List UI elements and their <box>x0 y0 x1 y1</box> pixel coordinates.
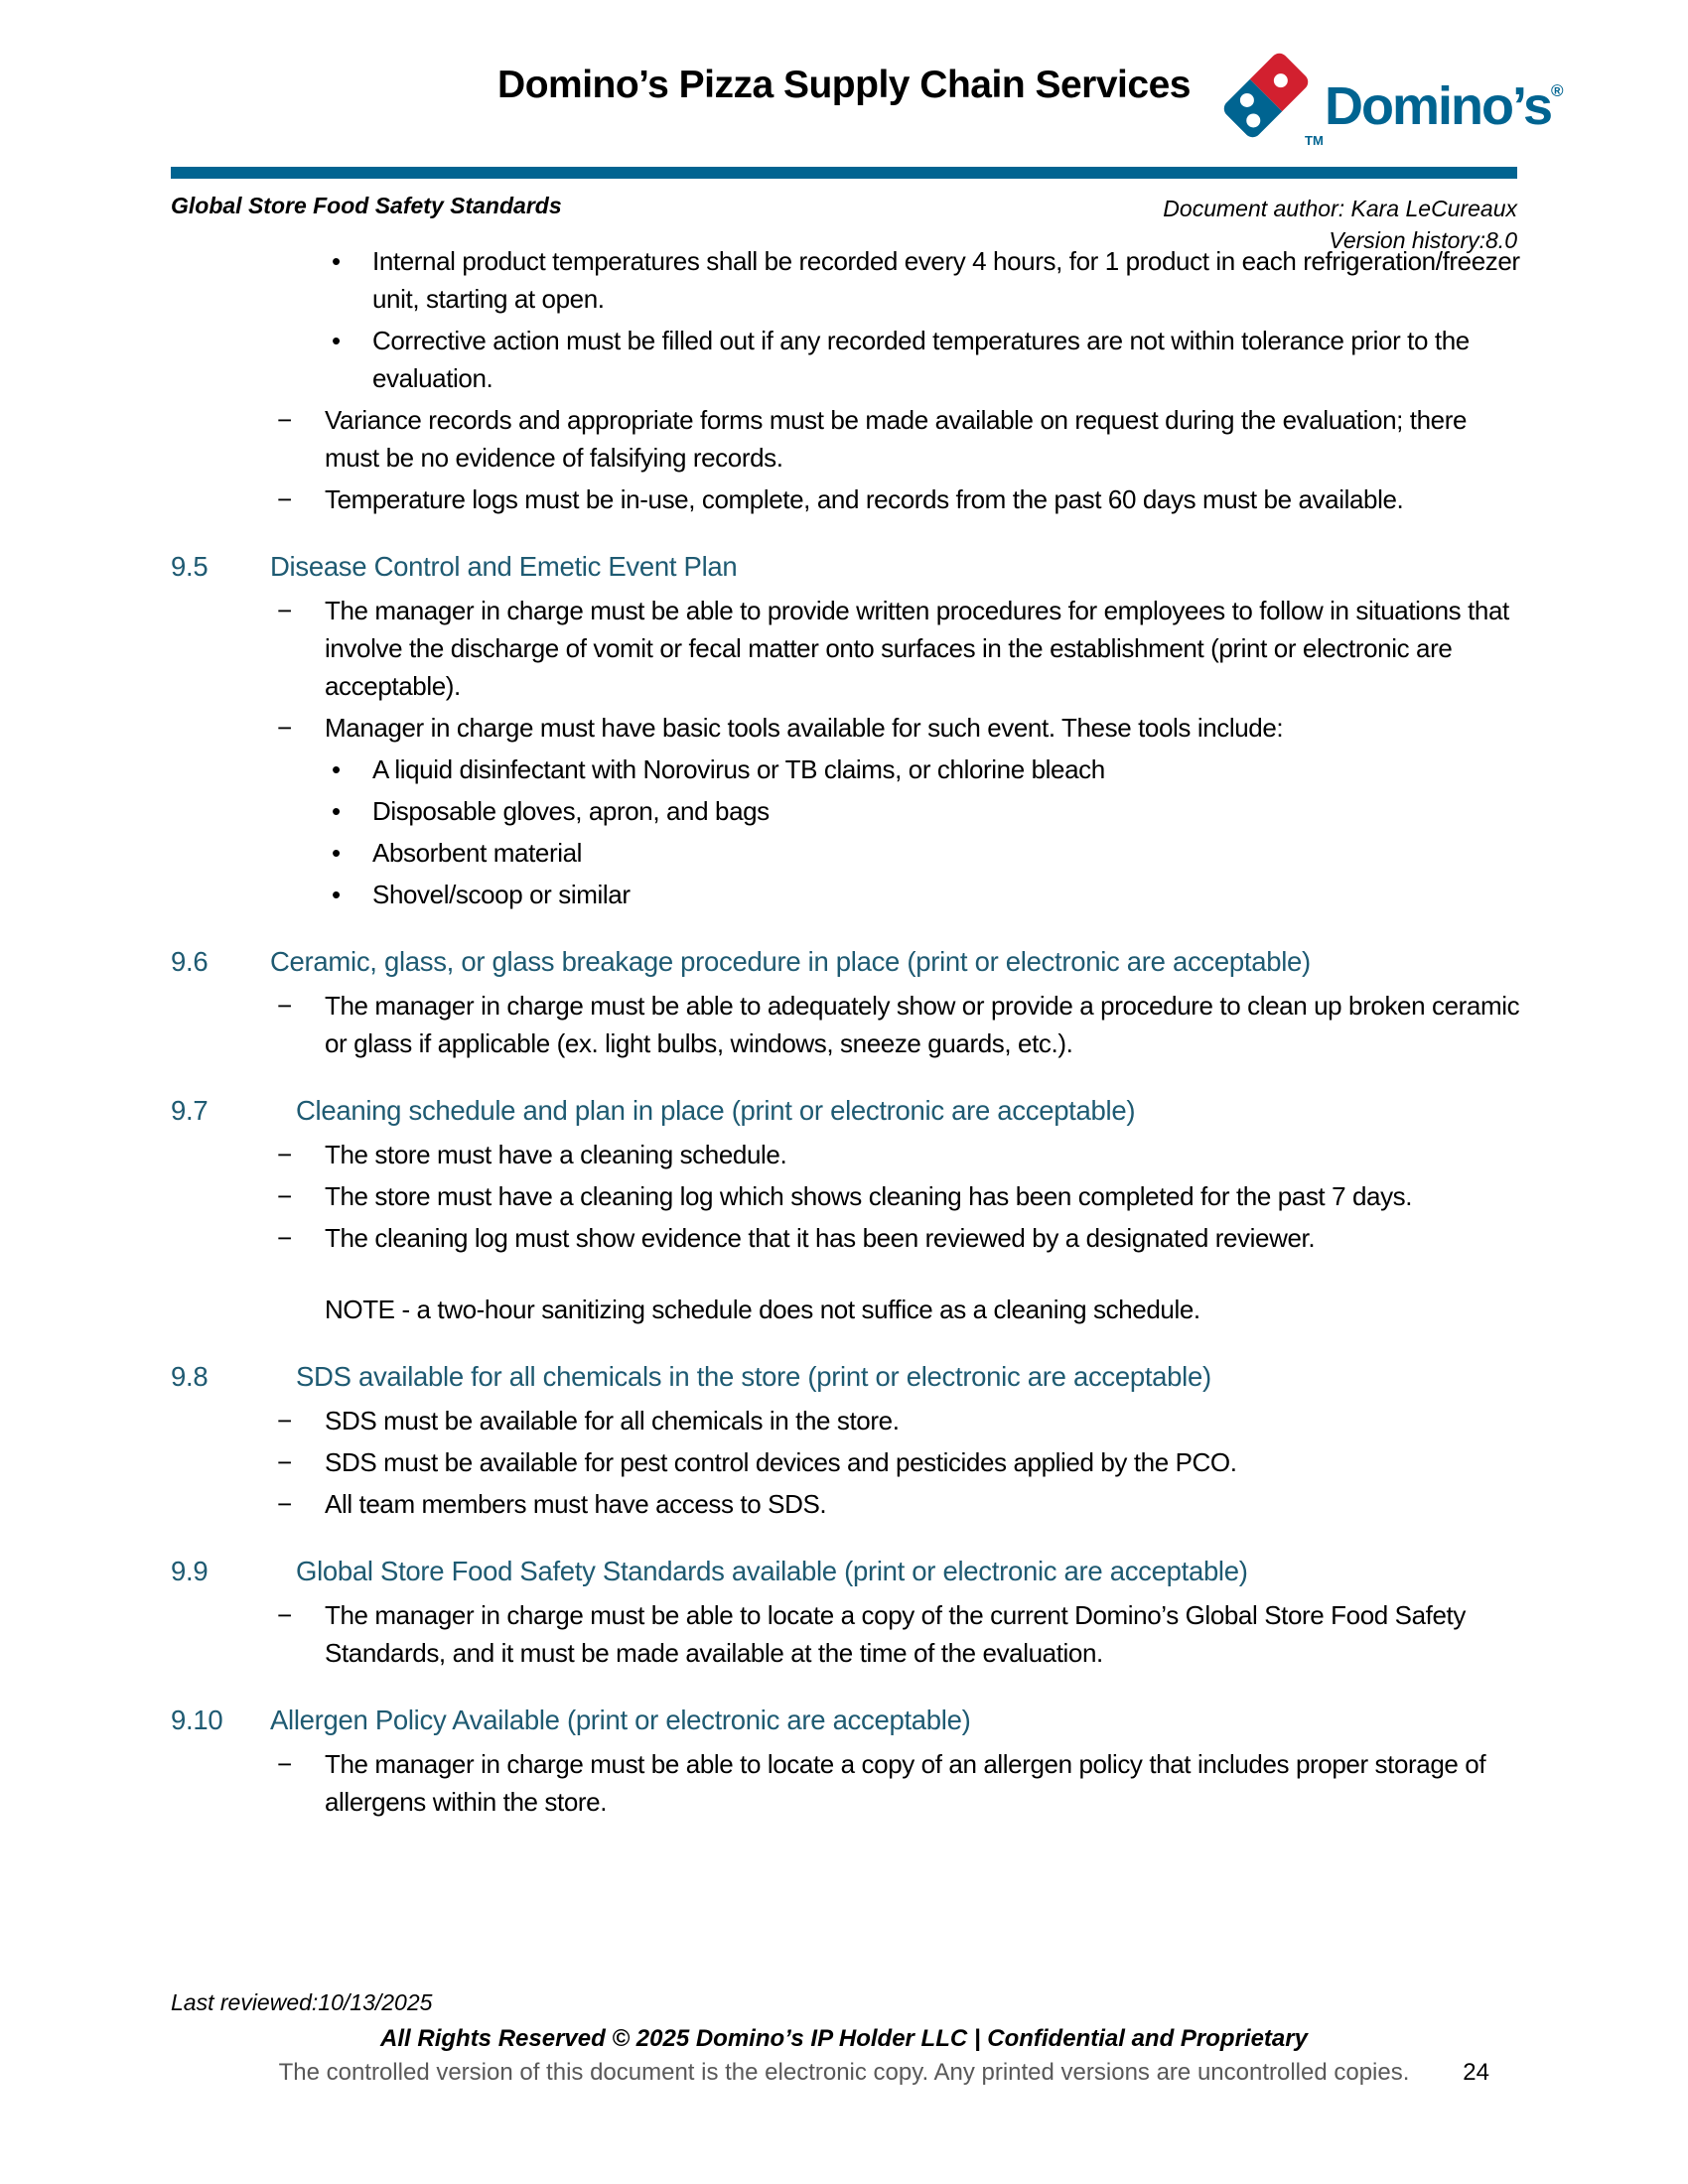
controlled-copy-line: The controlled version of this document is the electronic copy. Any printed versions are uncontrolled copies. <box>278 2059 1410 2086</box>
note-line <box>171 1291 1521 1328</box>
list-item-text: The manager in charge must be able to provide written procedures for employees to follow in situations that involve the discharge of vomit or fecal matter onto surfaces in the establishment (print or electronic are acceptable). <box>325 596 1509 701</box>
list-item <box>171 1219 1521 1257</box>
section-heading <box>171 943 1521 981</box>
author-line: Document author: Kara LeCureaux <box>1163 196 1517 221</box>
section-9-10 <box>171 1702 1521 1821</box>
dash-icon: − <box>277 1140 292 1169</box>
domino-dot-icon <box>1243 111 1263 131</box>
section-heading <box>171 1358 1521 1396</box>
section-9-7 <box>171 1092 1521 1328</box>
list-item-text: Variance records and appropriate forms must be made available on request during the evaluation; there must be no evidence of falsifying records. <box>325 405 1468 473</box>
list-item <box>171 1443 1521 1481</box>
dash-icon: − <box>277 1223 292 1253</box>
list-item <box>171 242 1521 318</box>
page-title: Domino’s Pizza Supply Chain Services <box>497 64 1191 106</box>
list-item-text: The store must have a cleaning schedule. <box>325 1140 787 1169</box>
list-item <box>171 322 1521 397</box>
section-title: Ceramic, glass, or glass breakage procedure in place (print or electronic are acceptable) <box>270 946 1311 977</box>
list-item <box>171 987 1521 1062</box>
bullet-icon: • <box>332 246 341 276</box>
registered-mark: ® <box>1551 81 1564 100</box>
domino-dot-icon <box>1237 90 1257 110</box>
dash-icon: − <box>277 405 292 435</box>
list-item <box>171 751 1521 788</box>
list-item-text: Internal product temperatures shall be recorded every 4 hours, for 1 product in each refrigeration/freezer unit, starting at open. <box>372 246 1520 314</box>
dash-icon: − <box>277 1181 292 1211</box>
bullet-icon: • <box>332 838 341 868</box>
domino-dot-icon <box>1271 70 1291 90</box>
list-item <box>171 592 1521 705</box>
section-heading <box>171 1702 1521 1739</box>
section-number: 9.9 <box>171 1556 209 1586</box>
list-item-text: Absorbent material <box>372 838 583 868</box>
list-item-text: A liquid disinfectant with Norovirus or TB claims, or chlorine bleach <box>372 754 1105 784</box>
section-title: Disease Control and Emetic Event Plan <box>270 551 738 582</box>
document-body <box>171 242 1521 1825</box>
section-9-8 <box>171 1358 1521 1523</box>
list-item-text: Shovel/scoop or similar <box>372 880 631 909</box>
section-heading <box>171 548 1521 586</box>
dash-icon: − <box>277 1489 292 1519</box>
list-item <box>171 1136 1521 1173</box>
section-title: SDS available for all chemicals in the store (print or electronic are acceptable) <box>296 1361 1211 1392</box>
logo-brand-text: Domino’s <box>1325 76 1552 136</box>
list-item <box>171 1485 1521 1523</box>
version-line: Version history:8.0 <box>1329 227 1517 253</box>
dash-icon: − <box>277 1749 292 1779</box>
section-number: 9.7 <box>171 1095 209 1126</box>
header-rule <box>171 167 1517 179</box>
list-item <box>171 1596 1521 1672</box>
dash-icon: − <box>277 1447 292 1477</box>
section-heading <box>171 1092 1521 1130</box>
dash-icon: − <box>277 991 292 1021</box>
doc-name: Global Store Food Safety Standards <box>171 193 562 218</box>
list-item-text: The cleaning log must show evidence that it has been reviewed by a designated reviewer. <box>325 1223 1316 1253</box>
bullet-icon: • <box>332 754 341 784</box>
section-9-6 <box>171 943 1521 1062</box>
list-item <box>171 1402 1521 1439</box>
list-item-text: Disposable gloves, apron, and bags <box>372 796 770 826</box>
dash-icon: − <box>277 1600 292 1630</box>
bullet-icon: • <box>332 796 341 826</box>
section-number: 9.10 <box>171 1705 223 1735</box>
bullet-icon: • <box>332 880 341 909</box>
list-item-text: The manager in charge must be able to locate a copy of an allergen policy that includes proper storage of allergens within the store. <box>325 1749 1486 1817</box>
trademark-label: TM <box>1305 133 1324 148</box>
logo-wordmark <box>1325 75 1564 137</box>
list-item-text: SDS must be available for all chemicals in the store. <box>325 1406 900 1435</box>
list-item <box>171 876 1521 913</box>
page-number: 24 <box>1463 2059 1489 2086</box>
domino-tile-icon <box>1220 50 1312 141</box>
list-item-text: Corrective action must be filled out if any recorded temperatures are not within tolerance prior to the evaluation. <box>372 326 1470 393</box>
list-item-text: The store must have a cleaning log which shows cleaning has been completed for the past 7 days. <box>325 1181 1413 1211</box>
list-item-text: The manager in charge must be able to locate a copy of the current Domino’s Global Store Food Safety Standards, and it must be made available at the time of the evaluation. <box>325 1600 1466 1668</box>
note-text: NOTE - a two-hour sanitizing schedule does not suffice as a cleaning schedule. <box>325 1295 1200 1324</box>
list-item <box>171 709 1521 747</box>
section-number: 9.6 <box>171 946 209 977</box>
section-number: 9.5 <box>171 551 209 582</box>
dash-icon: − <box>277 713 292 743</box>
dash-icon: − <box>277 1406 292 1435</box>
list-item <box>171 834 1521 872</box>
section-title: Cleaning schedule and plan in place (print or electronic are acceptable) <box>296 1095 1136 1126</box>
list-item <box>171 1177 1521 1215</box>
section-9-9 <box>171 1553 1521 1672</box>
list-item <box>171 401 1521 477</box>
list-item-text: Temperature logs must be in-use, complete, and records from the past 60 days must be available. <box>325 484 1404 514</box>
list-item-text: All team members must have access to SDS. <box>325 1489 827 1519</box>
list-item-text: SDS must be available for pest control devices and pesticides applied by the PCO. <box>325 1447 1237 1477</box>
last-reviewed: Last reviewed:10/13/2025 <box>171 1989 433 2015</box>
section-title: Allergen Policy Available (print or electronic are acceptable) <box>270 1705 971 1735</box>
list-item-text: The manager in charge must be able to adequately show or provide a procedure to clean up broken ceramic or glass if applicable (ex. light bulbs, windows, sneeze guards, etc.). <box>325 991 1520 1058</box>
section-heading <box>171 1553 1521 1590</box>
list-item <box>171 792 1521 830</box>
dominos-logo <box>1213 52 1564 156</box>
dash-icon: − <box>277 484 292 514</box>
bullet-icon: • <box>332 326 341 355</box>
list-item-text: Manager in charge must have basic tools available for such event. These tools include: <box>325 713 1284 743</box>
section-9-5 <box>171 548 1521 913</box>
section-number: 9.8 <box>171 1361 209 1392</box>
list-item <box>171 1745 1521 1821</box>
list-item <box>171 480 1521 518</box>
dash-icon: − <box>277 596 292 625</box>
section-title: Global Store Food Safety Standards available (print or electronic are acceptable) <box>296 1556 1248 1586</box>
rights-line: All Rights Reserved © 2025 Domino’s IP Holder LLC | Confidential and Proprietary <box>380 2025 1308 2052</box>
